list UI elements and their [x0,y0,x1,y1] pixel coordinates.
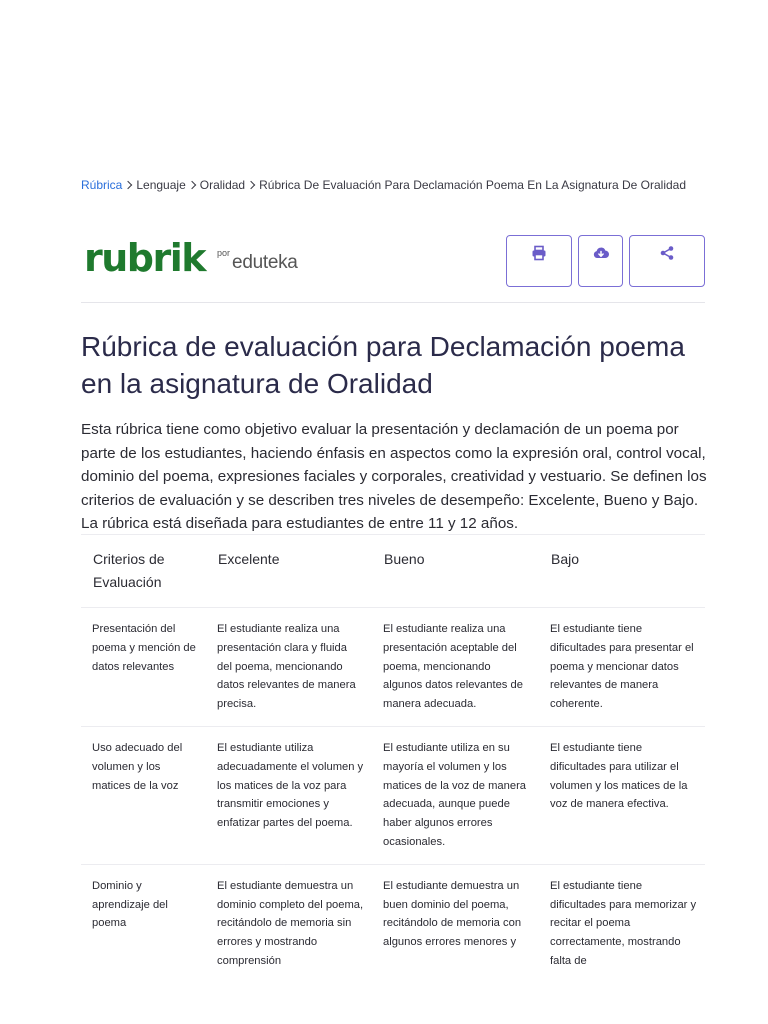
chevron-right-icon [124,181,132,189]
criterion-cell: Presentación del poema y mención de datos relevantes [81,608,206,727]
cloud-download-icon [593,245,609,261]
bueno-cell: El estudiante utiliza en su mayoría el volumen y los matices de la voz de manera adecuada, aunque puede haber algunos errores ocasionales. [372,726,539,864]
share-icon [659,245,675,261]
header [81,234,705,288]
breadcrumb-item-oralidad[interactable]: Oralidad [199,178,246,192]
action-buttons [506,235,705,287]
rubrik-logo[interactable] [84,234,298,278]
page-description: Esta rúbrica tiene como objetivo evaluar la presentación y declamación de un poema por parte de los estudiantes, haciendo énfasis en aspectos como la expresión oral, control vocal, dominio del poema, expresiones faciales y corporales, creatividad y vestuario. Se definen los criterios de evaluación y se describen tres niveles de desempeño: Excelente, Bueno y Bajo. La rúbrica está diseñada para estudiantes de entre 11 y 12 años. [81,421,707,532]
breadcrumb-item-current: Rúbrica De Evaluación Para Declamación Poema En La Asignatura De Oralidad [259,178,687,192]
header-excelente: Excelente [206,535,372,608]
table-row [81,726,705,864]
excelente-cell: El estudiante demuestra un dominio completo del poema, recitándolo de memoria sin errores y mostrando comprensión [206,864,372,982]
table-row [81,864,705,982]
logo-eduteka-text: eduteka [232,252,298,273]
header-bueno: Bueno [372,535,539,608]
bajo-cell: El estudiante tiene dificultades para memorizar y recitar el poema correctamente, mostrando falta de [539,864,705,982]
table-header-row [81,535,705,608]
breadcrumb-item-rubrica[interactable]: Rúbrica [81,178,123,192]
bajo-cell: El estudiante tiene dificultades para utilizar el volumen y los matices de la voz de manera efectiva. [539,726,705,864]
breadcrumb [81,178,721,192]
bueno-cell: El estudiante demuestra un buen dominio del poema, recitándolo de memoria con algunos errores menores y [372,864,539,982]
page-title: Rúbrica de evaluación para Declamación poema en la asignatura de Oralidad [81,331,685,399]
logo-por-text: por [217,248,231,258]
header-divider [81,302,705,303]
chevron-right-icon [247,181,255,189]
excelente-cell: El estudiante utiliza adecuadamente el volumen y los matices de la voz para transmitir emociones y enfatizar partes del poema. [206,726,372,864]
share-button[interactable] [629,235,705,287]
download-button[interactable] [578,235,623,287]
header-criterios: Criterios de Evaluación [81,535,206,608]
rubric-table [81,534,705,983]
excelente-cell: El estudiante realiza una presentación clara y fluida del poema, mencionando datos relevantes de manera precisa. [206,608,372,727]
bajo-cell: El estudiante tiene dificultades para presentar el poema y mencionar datos relevantes de manera coherente. [539,608,705,727]
chevron-right-icon [188,181,196,189]
breadcrumb-item-lenguaje[interactable]: Lenguaje [136,178,186,192]
header-bajo: Bajo [539,535,705,608]
bueno-cell: El estudiante realiza una presentación aceptable del poema, mencionando algunos datos relevantes de manera adecuada. [372,608,539,727]
criterion-cell: Uso adecuado del volumen y los matices de la voz [81,726,206,864]
logo-main-text: rubrik [84,236,206,280]
printer-icon [531,245,547,261]
criterion-cell: Dominio y aprendizaje del poema [81,864,206,982]
print-button[interactable] [506,235,572,287]
table-row [81,608,705,727]
